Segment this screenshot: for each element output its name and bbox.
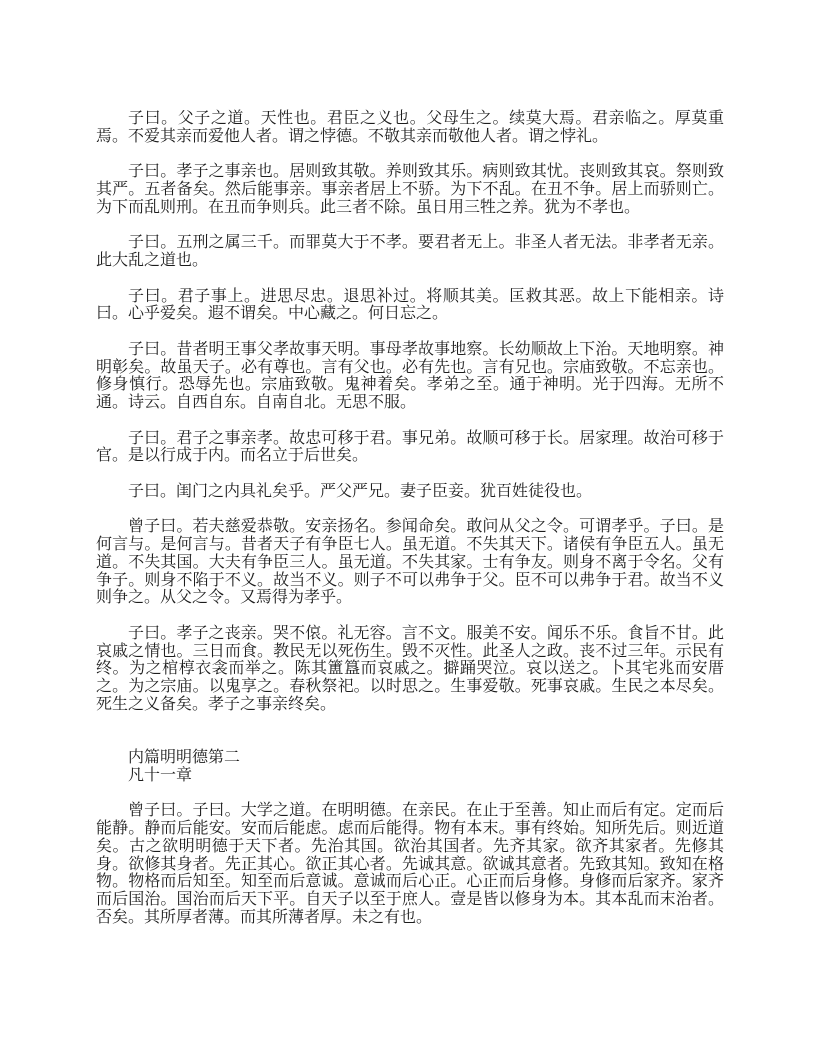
paragraph: 子曰。君子事上。进思尽忠。退思补过。将顺其美。匡救其恶。故上下能相亲。诗曰。心乎爱矣。遐不谓矣。中心藏之。何日忘之。 <box>96 287 724 323</box>
paragraph: 子曰。五刑之属三千。而罪莫大于不孝。要君者无上。非圣人者无法。非孝者无亲。此大乱之道也。 <box>96 234 724 269</box>
section-heading-chapter-count: 凡十一章 <box>128 766 193 784</box>
paragraph: 子曰。闺门之内具礼矣乎。严父严兄。妻子臣妾。犹百姓徒役也。 <box>128 482 593 500</box>
paragraph: 子曰。君子之事亲孝。故忠可移于君。事兄弟。故顺可移于长。居家理。故治可移于官。是以行成于内。而名立于后世矣。 <box>96 429 724 465</box>
section-heading <box>96 749 724 785</box>
paragraph: 曾子曰。子曰。大学之道。在明明德。在亲民。在止于至善。知止而后有定。定而后能静。静而后能安。安而后能虑。虑而后能得。物有本末。事有终始。知所先后。则近道矣。古之欲明明德于天下者。先治其国。欲治其国者。先齐其家。欲齐其家者。先修其身。欲修其身者。先正其心。欲正其心者。先诚其意。欲诚其意者。先致其知。致知在格物。物格而后知至。知至而后意诚。意诚而后心正。心正而后身修。身修而后家齐。家齐而后国治。国治而后天下平。自天子以至于庶人。壹是皆以修身为本。其本乱而末治者。否矣。其所厚者薄。而其所薄者厚。未之有也。 <box>96 802 724 926</box>
paragraph: 子曰。孝子之事亲也。居则致其敬。养则致其乐。病则致其忧。丧则致其哀。祭则致其严。五者备矣。然后能事亲。事亲者居上不骄。为下不乱。在丑不争。居上而骄则亡。为下而乱则刑。在丑而争则兵。此三者不除。虽日用三牲之养。犹为不孝也。 <box>96 163 724 216</box>
paragraph: 子曰。孝子之丧亲。哭不偯。礼无容。言不文。服美不安。闻乐不乐。食旨不甘。此哀戚之情也。三日而食。教民无以死伤生。毁不灭性。此圣人之政。丧不过三年。示民有终。为之棺椁衣衾而举之。陈其簠簋而哀戚之。擗踊哭泣。哀以送之。卜其宅兆而安厝之。为之宗庙。以鬼享之。春秋祭祀。以时思之。生事爱敬。死事哀戚。生民之本尽矣。死生之义备矣。孝子之事亲终矣。 <box>96 624 724 713</box>
section-heading-title: 内篇明明德第二 <box>128 749 241 766</box>
paragraph: 子曰。父子之道。天性也。君臣之义也。父母生之。续莫大焉。君亲临之。厚莫重焉。不爱其亲而爱他人者。谓之悖德。不敬其亲而敬他人者。谓之悖礼。 <box>96 110 724 145</box>
paragraph: 子曰。昔者明王事父孝故事天明。事母孝故事地察。长幼顺故上下治。天地明察。神明彰矣。故虽天子。必有尊也。言有父也。必有先也。言有兄也。宗庙致敬。不忘亲也。修身慎行。恐辱先也。宗庙致敬。鬼神着矣。孝弟之至。通于神明。光于四海。无所不通。诗云。自西自东。自南自北。无思不服。 <box>96 340 724 411</box>
paragraph: 曾子曰。若夫慈爱恭敬。安亲扬名。参闻命矣。敢问从父之令。可谓孝乎。子曰。是何言与。是何言与。昔者天子有争臣七人。虽无道。不失其天下。诸侯有争臣五人。虽无道。不失其国。大夫有争臣三人。虽无道。不失其家。士有争友。则身不离于令名。父有争子。则身不陷于不义。故当不义。则子不可以弗争于父。臣不可以弗争于君。故当不义则争之。从父之令。又焉得为孝乎。 <box>96 518 724 607</box>
